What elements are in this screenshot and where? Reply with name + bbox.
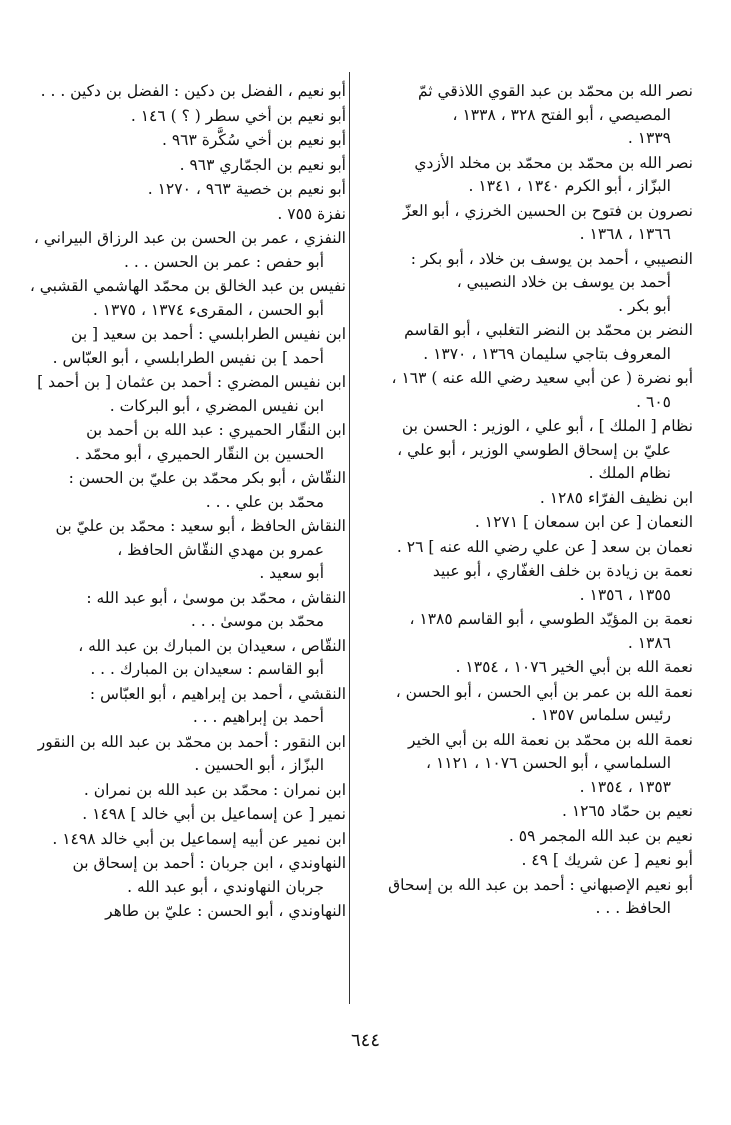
index-entry — [358, 200, 693, 247]
index-entry — [358, 80, 693, 151]
entry-heading-line: أبو نعيم [ عن شريك ] ٤٩ . — [521, 851, 693, 869]
entry-heading-line: أبو نعيم ، الفضل بن دكين : الفضل بن دكين . . . — [40, 82, 346, 100]
index-entry — [358, 560, 693, 607]
index-entry — [358, 874, 693, 921]
index-entry — [28, 105, 346, 129]
index-entry — [28, 515, 346, 586]
index-entry — [358, 248, 693, 319]
entry-heading-line: نصر الله بن محمّد بن محمّد بن مخلد الأزدي — [414, 153, 693, 172]
index-entry — [28, 683, 346, 730]
entry-heading-line: نظام [ الملك ] ، أبو علي ، الوزير : الحسن بن — [401, 417, 693, 435]
entry-heading-line: النقّاص ، سعيدان بن المبارك بن عبد الله ، — [78, 636, 346, 655]
entry-heading-line: النقّاش ، أبو بكر محمّد بن عليّ بن الحسن : — [68, 469, 346, 487]
index-entry — [358, 849, 693, 873]
index-entry — [28, 467, 346, 514]
entry-heading-line: النضر بن محمّد بن النضر التغلبي ، أبو القاسم — [404, 321, 693, 339]
entry-heading-line: نعمة الله بن محمّد بن نعمة الله بن أبي الخير — [408, 730, 693, 749]
entry-continuation-line: أحمد ] بن نفيس الطرابلسي ، أبو العبّاس . — [52, 348, 324, 367]
index-entry — [358, 681, 693, 728]
index-entry — [28, 419, 346, 466]
entry-heading-line: النفزي ، عمر بن الحسن بن عبد الرزاق البيراني ، — [33, 229, 346, 247]
entry-heading-line: نعمة بن المؤيّد الطوسي ، أبو القاسم ١٣٨٥ ، — [409, 610, 693, 628]
entry-continuation-line: ابن نفيس المضري ، أبو البركات . — [109, 396, 324, 415]
entry-heading-line: أبو نعيم الإصبهاني : أحمد بن عبد الله بن إسحاق — [388, 875, 693, 894]
entry-continuation-line: أحمد بن يوسف بن خلاد النصيبي ، — [456, 273, 671, 291]
entry-continuation-line: ١٣٥٣ ، ١٣٥٤ . — [579, 777, 671, 796]
entry-continuation-line: أبو القاسم : سعيدان بن المبارك . . . — [90, 660, 324, 678]
index-entry — [358, 487, 693, 511]
entry-continuation-line: أبو حفص : عمر بن الحسن . . . — [124, 252, 324, 271]
entry-continuation-line: الحسين بن النقّار الحميري ، أبو محمّد . — [74, 444, 324, 463]
entry-heading-line: النهاوندي ، أبو الحسن : عليّ بن طاهر — [105, 902, 346, 920]
entry-continuation-line: جربان النهاوندي ، أبو عبد الله . — [127, 877, 324, 896]
entry-continuation-line: المصيصي ، أبو الفتح ٣٢٨ ، ١٣٣٨ ، — [452, 105, 671, 124]
entry-heading-line: النصيبي ، أحمد بن يوسف بن خلاد ، أبو بكر : — [410, 249, 693, 268]
entry-heading-line: نعمة بن زيادة بن خلف الغفّاري ، أبو عبيد — [432, 562, 693, 580]
entry-heading-line: ابن نفيس الطرابلسي : أحمد بن سعيد [ بن — [71, 325, 346, 343]
index-entry — [28, 731, 346, 778]
entry-heading-line: نصر الله بن محمّد بن عبد القوي اللاذقي ثمّ — [417, 82, 693, 100]
index-entry — [28, 275, 346, 322]
entry-heading-line: ابن نمران : محمّد بن عبد الله بن نمران . — [83, 780, 346, 799]
index-entry — [28, 178, 346, 202]
entry-heading-line: ابن نظيف الفرّاء ١٢٨٥ . — [539, 488, 693, 507]
entry-heading-line: النهاوندي ، ابن جربان : أحمد بن إسحاق بن — [72, 854, 346, 872]
index-entry — [28, 227, 346, 274]
entry-continuation-line: رئيس سلماس ١٣٥٧ . — [531, 706, 671, 724]
entry-heading-line: أبو نعيم بن خصية ٩٦٣ ، ١٢٧٠ . — [147, 180, 346, 198]
entry-heading-line: نعمة الله بن أبي الخير ١٠٧٦ ، ١٣٥٤ . — [455, 658, 693, 676]
entry-heading-line: نفيس بن عبد الخالق بن محمّد الهاشمي القشبي ، — [29, 277, 346, 295]
entry-continuation-line: ١٣٦٦ ، ١٣٦٨ . — [579, 225, 671, 243]
entry-heading-line: نصرون بن فتوح بن الحسين الخرزي ، أبو العزّ — [402, 201, 693, 220]
entry-heading-line: النقشي ، أحمد بن إبراهيم ، أبو العبّاس : — [89, 684, 346, 703]
entry-continuation-line: ١٣٣٩ . — [627, 129, 671, 147]
entry-continuation-line: عمرو بن مهدي النقّاش الحافظ ، — [117, 540, 324, 559]
index-column-left — [28, 80, 346, 925]
index-column-right — [358, 80, 693, 922]
entry-heading-line: نمير [ عن إسماعيل بن أبي خالد ] ١٤٩٨ . — [82, 805, 346, 823]
entry-heading-line: نعمان بن سعد [ عن علي رضي الله عنه ] ٢٦ . — [396, 537, 693, 556]
entry-heading-line: النعمان [ عن ابن سمعان ] ١٢٧١ . — [474, 513, 693, 531]
index-entry — [28, 371, 346, 418]
index-entry — [28, 129, 346, 153]
entry-continuation-line: محمّد بن علي . . . — [205, 492, 324, 511]
entry-heading-line: نعمة الله بن عمر بن أبي الحسن ، أبو الحسن ، — [395, 682, 693, 701]
entry-continuation-line: عليّ بن إسحاق الطوسي الوزير ، أبو علي ، — [397, 440, 671, 459]
entry-continuation-line: ١٣٥٥ ، ١٣٥٦ . — [579, 585, 671, 604]
index-entry — [358, 152, 693, 199]
entry-continuation-line: البزّاز ، أبو الحسين . — [194, 756, 324, 774]
index-entry — [358, 367, 693, 414]
index-entry — [358, 608, 693, 655]
entry-continuation-line: ١٣٨٦ . — [627, 633, 671, 652]
entry-heading-line: نعيم بن حمّاد ١٢٦٥ . — [561, 802, 693, 820]
index-entry — [28, 154, 346, 178]
entry-heading-line: أبو نضرة ( عن أبي سعيد رضي الله عنه ) ١٦٣ ، — [391, 369, 693, 387]
entry-heading-line: أبو نعيم بن الجمّاري ٩٦٣ . — [179, 155, 346, 174]
entry-heading-line: أبو نعيم بن أخي سطر ( ؟ ) ١٤٦ . — [130, 106, 346, 125]
entry-continuation-line: أبو بكر . — [618, 296, 671, 315]
column-divider — [349, 72, 350, 1004]
entry-heading-line: ابن نفيس المضري : أحمد بن عثمان [ بن أحمد ] — [37, 373, 346, 391]
entry-heading-line: ابن النقور : أحمد بن محمّد بن عبد الله بن النقور — [37, 732, 346, 751]
entry-heading-line: ابن نمير عن أبيه إسماعيل بن أبي خالد ١٤٩٨ . — [52, 829, 346, 848]
entry-heading-line: نفزة ٧٥٥ . — [277, 204, 346, 223]
entry-continuation-line: البزّاز ، أبو الكرم ١٣٤٠ ، ١٣٤١ . — [468, 177, 671, 195]
entry-heading-line: النقاش ، محمّد بن موسىٰ ، أبو عبد الله : — [86, 588, 346, 607]
entry-heading-line: نعيم بن عبد الله المجمر ٥٩ . — [508, 826, 693, 845]
index-entry — [358, 800, 693, 824]
index-entry — [28, 203, 346, 227]
entry-continuation-line: نظام الملك . — [588, 464, 671, 482]
index-entry — [28, 900, 346, 924]
index-entry — [28, 80, 346, 104]
index-entry — [358, 825, 693, 849]
index-entry — [28, 803, 346, 827]
index-entry — [28, 828, 346, 852]
entry-continuation-line: المعروف بتاجي سليمان ١٣٦٩ ، ١٣٧٠ . — [423, 344, 671, 363]
entry-heading-line: أبو نعيم بن أخي سُكَّرة ٩٦٣ . — [161, 131, 346, 149]
index-entry — [358, 656, 693, 680]
entry-continuation-line: ٦٠٥ . — [636, 392, 671, 411]
entry-continuation-line: الحافظ . . . — [595, 899, 671, 917]
index-entry — [358, 536, 693, 560]
entry-continuation-line: السلماسي ، أبو الحسن ١٠٧٦ ، ١١٢١ ، — [426, 754, 671, 772]
entry-continuation-line: أبو الحسن ، المقرىء ١٣٧٤ ، ١٣٧٥ . — [92, 300, 324, 319]
page-number: ٦٤٤ — [350, 1030, 380, 1051]
entry-heading-line: النقاش الحافظ ، أبو سعيد : محمّد بن عليّ بن — [55, 517, 346, 535]
index-entry — [28, 587, 346, 634]
index-entry — [28, 852, 346, 899]
entry-continuation-line: أبو سعيد . — [259, 564, 324, 582]
index-entry — [358, 415, 693, 486]
index-entry — [28, 323, 346, 370]
index-entry — [358, 319, 693, 366]
index-entry — [28, 779, 346, 803]
entry-continuation-line: أحمد بن إبراهيم . . . — [192, 708, 324, 726]
entry-continuation-line: محمّد بن موسىٰ . . . — [190, 612, 324, 630]
index-entry — [28, 635, 346, 682]
index-entry — [358, 729, 693, 800]
index-entry — [358, 511, 693, 535]
entry-heading-line: ابن النقّار الحميري : عبد الله بن أحمد بن — [86, 421, 346, 439]
